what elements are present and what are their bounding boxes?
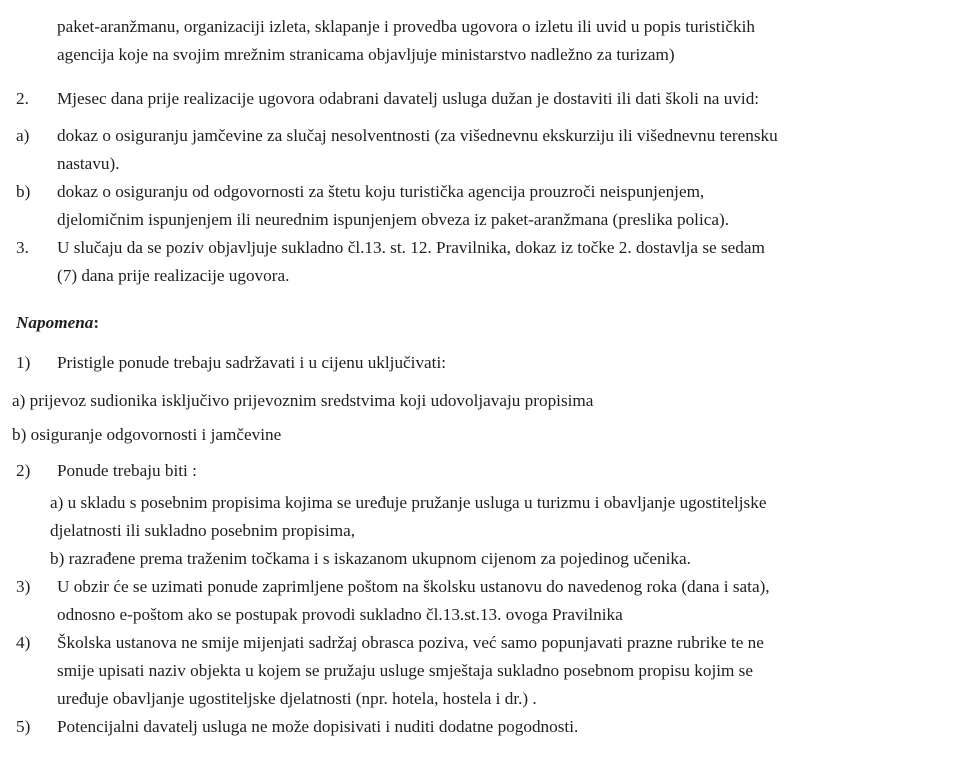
intro-continuation-paragraph <box>57 13 940 69</box>
note-item-4 <box>16 629 940 713</box>
note-item-1 <box>16 349 940 377</box>
list-item-body <box>57 573 940 629</box>
list-item-body <box>50 457 940 573</box>
paragraph-line: agencija koje na svojim mrežnim stranicama objavljuje ministarstvo nadležno za turizam) <box>57 45 675 64</box>
note-item-2-subitems <box>50 489 940 573</box>
list-marker: 2. <box>16 89 29 108</box>
list-marker: 5) <box>16 717 31 736</box>
list-item-body <box>57 629 940 713</box>
list-item-body <box>57 234 940 290</box>
paragraph-line: odnosno e-poštom ako se postupak provodi sukladno čl.13.st.13. ovoga Pravilnika <box>57 605 623 624</box>
paragraph-line: nastavu). <box>57 154 120 173</box>
paragraph-line: djelomičnim ispunjenjem ili neurednim ispunjenjem obveza iz paket-aranžmana (preslika polica). <box>57 210 729 229</box>
paragraph-line: U slučaju da se poziv objavljuje sukladno čl.13. st. 12. Pravilnika, dokaz iz točke 2. dostavlja se sedam <box>57 238 765 257</box>
paragraph-line: Ponude trebaju biti : <box>57 461 197 480</box>
paragraph-line: dokaz o osiguranju jamčevine za slučaj nesolventnosti (za višednevnu ekskurziju ili višednevnu terensku <box>57 126 778 145</box>
list-item-body <box>57 178 940 234</box>
paragraph-line: a) prijevoz sudionika isključivo prijevoznim sredstvima koji udovoljavaju propisima <box>12 391 594 410</box>
paragraph-line: dokaz o osiguranju od odgovornosti za štetu koju turistička agencija prouzroči neispunjenjem, <box>57 182 705 201</box>
paragraph-line: Pristigle ponude trebaju sadržavati i u cijenu uključivati: <box>57 353 447 372</box>
list-item-b <box>16 178 940 234</box>
list-marker: a) <box>16 126 30 145</box>
list-item-a <box>16 122 940 178</box>
list-item-body <box>57 713 940 741</box>
paragraph-line: U obzir će se uzimati ponude zaprimljene poštom na školsku ustanovu do navedenog roka (dana i sata), <box>57 577 770 596</box>
list-marker: 3) <box>16 577 31 596</box>
paragraph-line: Potencijalni davatelj usluga ne može dopisivati i nuditi dodatne pogodnosti. <box>57 717 579 736</box>
list-item-body <box>57 349 940 377</box>
paragraph-line: b) osiguranje odgovornosti i jamčevine <box>12 425 282 444</box>
paragraph-line: uređuje obavljanje ugostiteljske djelatnosti (npr. hotela, hostela i dr.) . <box>57 689 537 708</box>
paragraph-line: djelatnosti ili sukladno posebnim propisima, <box>50 521 356 540</box>
paragraph-line: (7) dana prije realizacije ugovora. <box>57 266 290 285</box>
paragraph-line: Školska ustanova ne smije mijenjati sadržaj obrasca poziva, već samo popunjavati prazne rubrike te ne <box>57 633 764 652</box>
note-heading-title: Napomena <box>16 313 94 332</box>
paragraph-line: Mjesec dana prije realizacije ugovora odabrani davatelj usluga dužan je dostaviti ili dati školi na uvid: <box>57 89 760 108</box>
list-marker: 3. <box>16 238 29 257</box>
paragraph-line: smije upisati naziv objekta u kojem se pružaju usluge smještaja sukladno posebnom propisu kojim se <box>57 661 753 680</box>
list-item-body <box>57 85 940 113</box>
list-marker: 4) <box>16 633 31 652</box>
note-item-5 <box>16 713 940 741</box>
paragraph-line: a) u skladu s posebnim propisima kojima se uređuje pružanje usluga u turizmu i obavljanje ugostiteljske <box>50 493 767 512</box>
list-item-body <box>57 122 940 178</box>
note-heading-colon: : <box>93 313 100 332</box>
paragraph-line: paket-aranžmanu, organizaciji izleta, sklapanje i provedba ugovora o izletu ili uvid u popis turističkih <box>57 17 755 36</box>
note-subitem-b <box>12 421 940 449</box>
note-item-2 <box>16 457 940 573</box>
list-item-3 <box>16 234 940 290</box>
list-marker: 2) <box>16 461 31 480</box>
note-item-3 <box>16 573 940 629</box>
paragraph-line: b) razrađene prema traženim točkama i s iskazanom ukupnom cijenom za pojedinog učenika. <box>50 549 691 568</box>
list-marker: 1) <box>16 353 31 372</box>
note-heading <box>16 309 940 337</box>
list-item-2 <box>16 85 940 113</box>
list-marker: b) <box>16 182 31 201</box>
note-subitem-a <box>12 387 940 415</box>
